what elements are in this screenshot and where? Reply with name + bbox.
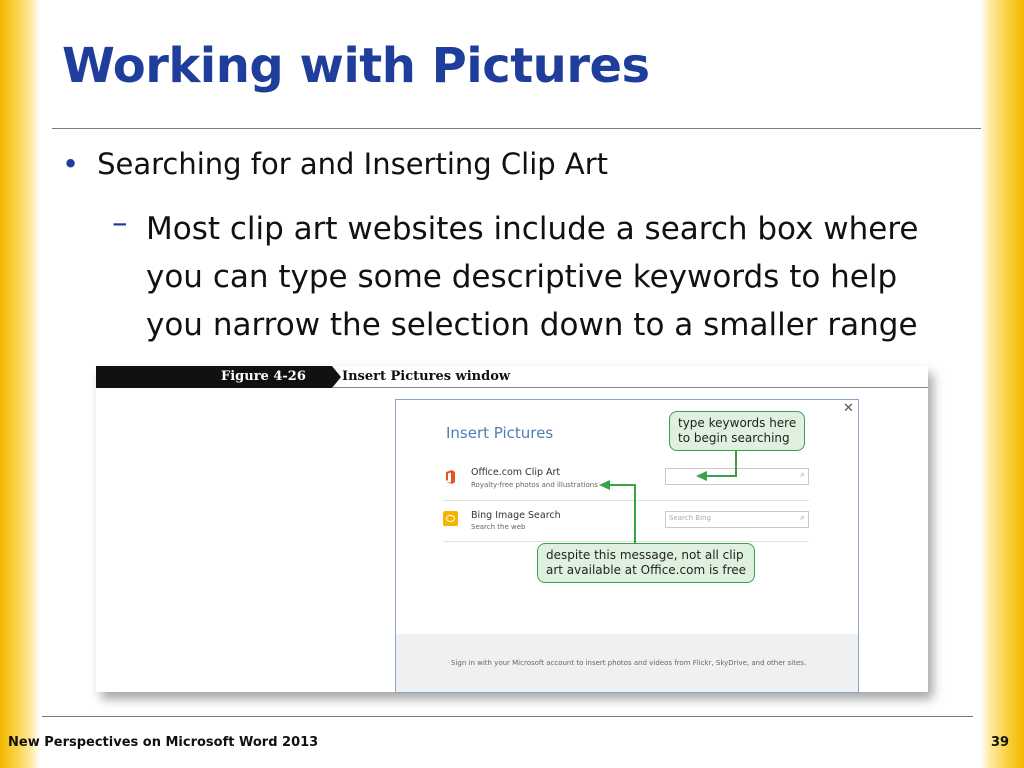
source-desc-office: Royalty-free photos and illustrations (471, 481, 598, 489)
figure-screenshot (96, 366, 928, 692)
title-divider (52, 128, 981, 129)
message-callout (537, 543, 755, 583)
search-icon[interactable]: ⌕ (799, 513, 805, 523)
callout-line: to begin searching (678, 431, 790, 445)
sub-bullet-text (146, 205, 976, 349)
callout-line: despite this message, not all clip (546, 548, 744, 562)
source-name-office[interactable]: Office.com Clip Art (471, 467, 561, 478)
bing-search-placeholder: Search Bing (669, 514, 711, 522)
source-desc-bing: Search the web (471, 523, 526, 531)
keywords-callout (669, 411, 805, 451)
source-name-bing[interactable]: Bing Image Search (471, 510, 561, 521)
bullet-dot-icon: • (62, 147, 80, 181)
bullet-item (62, 147, 608, 181)
figure-caption: Insert Pictures window (342, 369, 511, 384)
page-number: 39 (991, 735, 1010, 750)
search-icon[interactable]: ⌕ (799, 470, 805, 480)
bullet-text: Searching for and Inserting Clip Art (97, 147, 609, 181)
callout-line: art available at Office.com is free (546, 563, 747, 577)
sub-bullet-dash: – (112, 205, 128, 241)
sub-bullet-line: Most clip art websites include a search box where (146, 211, 919, 247)
callout-line: type keywords here (678, 416, 797, 430)
slide-title: Working with Pictures (62, 38, 650, 94)
left-gradient-bar (0, 0, 40, 768)
figure-label: Figure 4-26 (221, 369, 306, 384)
dialog-title: Insert Pictures (446, 424, 554, 442)
sub-bullet-line: you can type some descriptive keywords to help (146, 259, 898, 295)
sign-in-message: Sign in with your Microsoft account to insert photos and videos from Flickr, SkyDrive, and other sites. (451, 659, 807, 667)
footer-divider (42, 716, 973, 717)
footer-text: New Perspectives on Microsoft Word 2013 (8, 735, 319, 750)
right-gradient-bar (980, 0, 1024, 768)
close-icon[interactable]: ✕ (843, 401, 854, 416)
sub-bullet-line: you narrow the selection down to a smaller range (146, 307, 918, 343)
